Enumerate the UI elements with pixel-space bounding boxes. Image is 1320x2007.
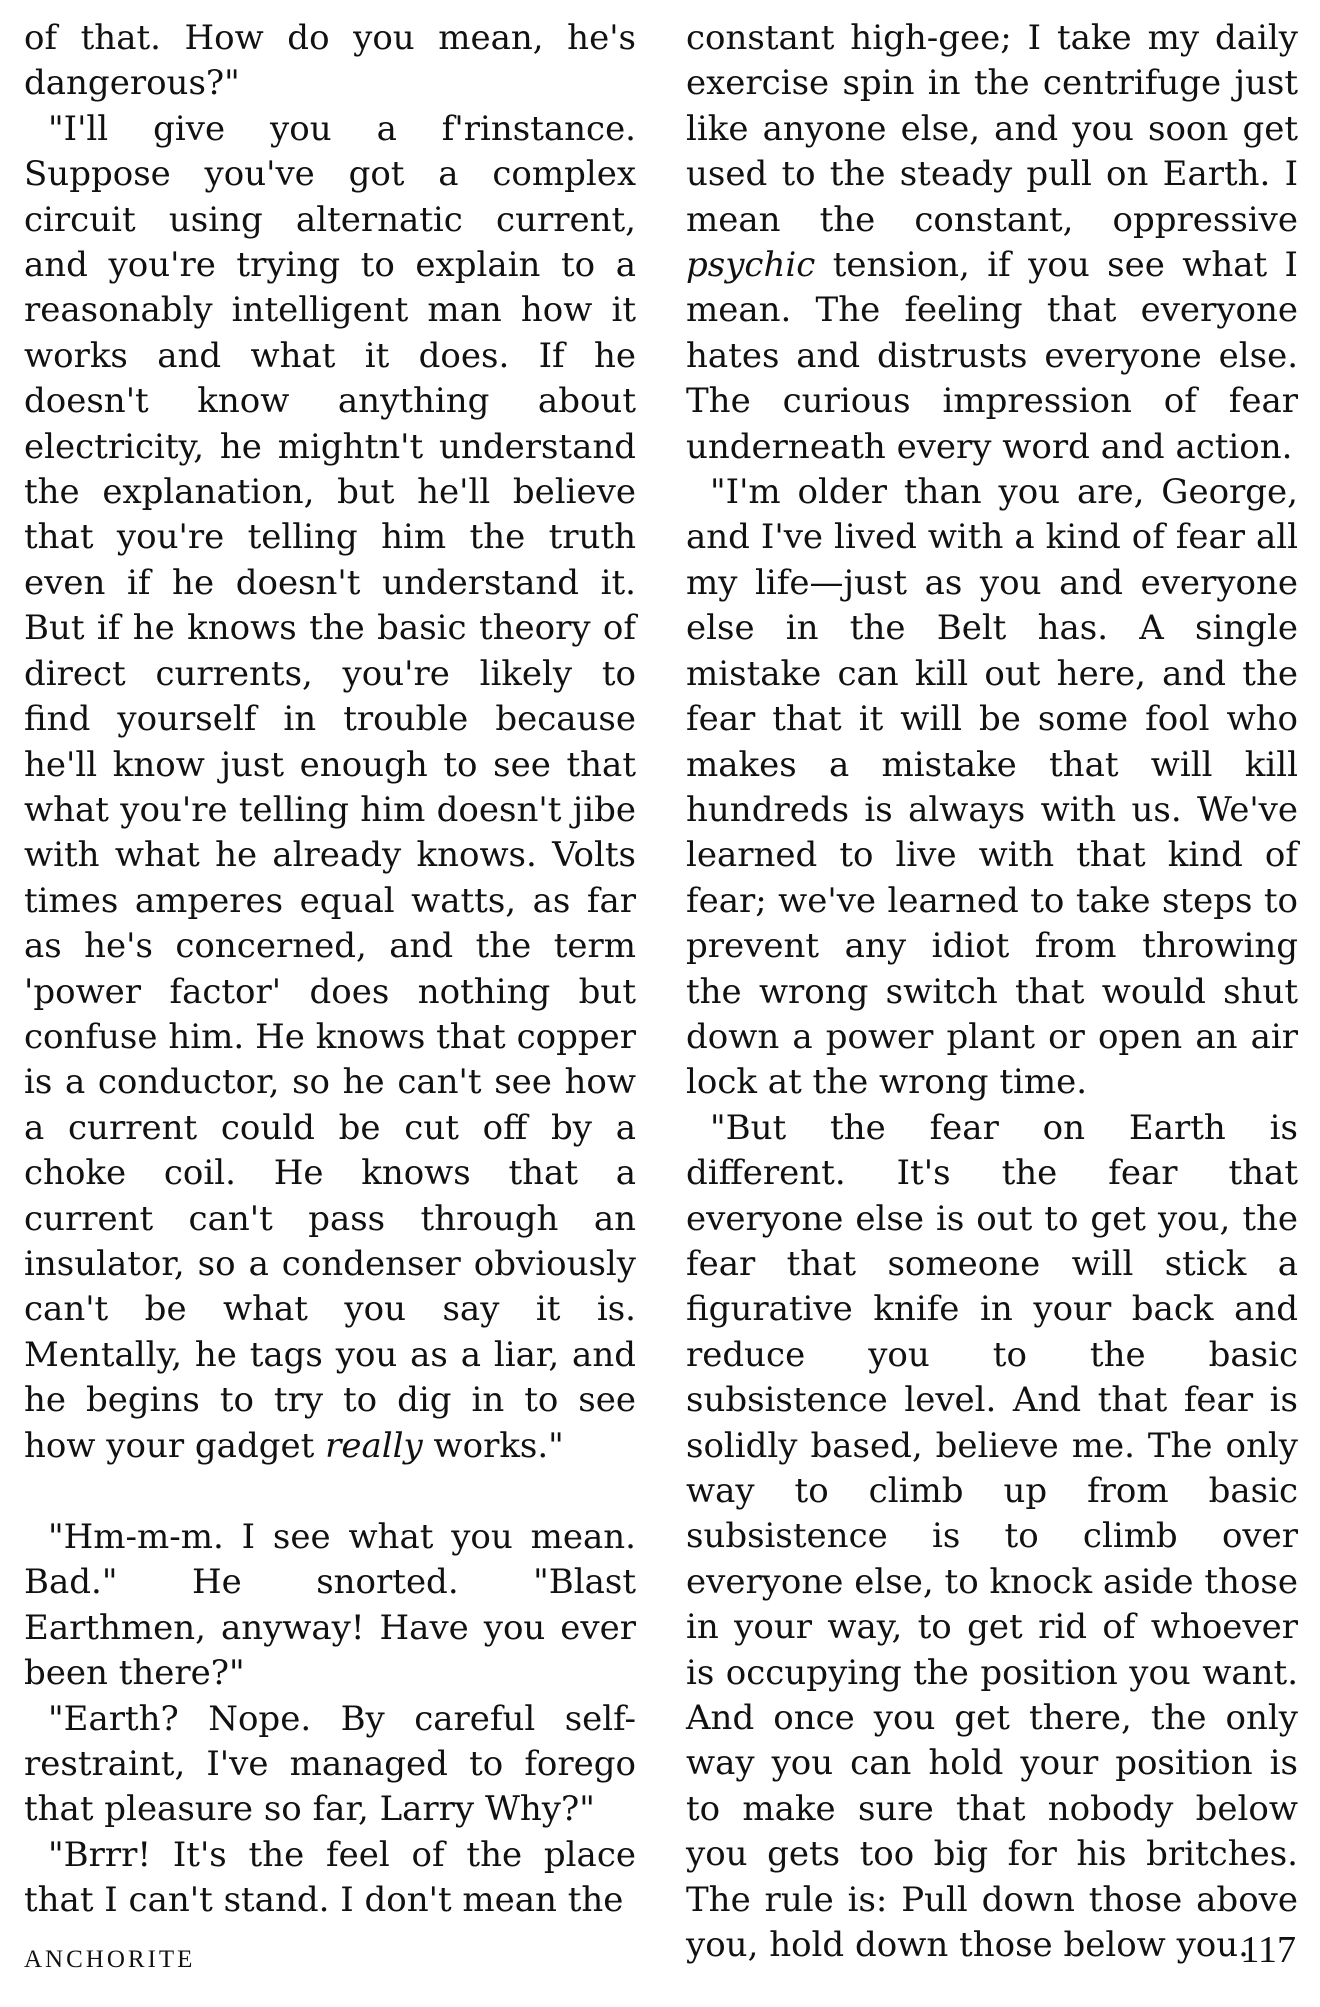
paragraph xyxy=(24,107,636,1469)
paragraph xyxy=(686,16,1298,470)
paragraph-text: constant high-gee; I take my daily exercise spin in the centrifuge just like anyone else, and you soon get used to the steady pull on Earth. I mean the constant, oppressive xyxy=(686,18,1298,240)
paragraph: "Earth? Nope. By careful self-restraint, I've managed to forego that pleasure so far, Larry Why?" xyxy=(24,1698,636,1830)
right-column xyxy=(686,16,1298,1968)
emphasis-text: psychic xyxy=(686,245,816,286)
paragraph: "Brrr! It's the feel of the place that I can't stand. I don't mean the xyxy=(24,1834,636,1921)
paragraph-text: works." xyxy=(422,1425,564,1466)
paragraph: of that. How do you mean, he's dangerous?" xyxy=(24,18,636,104)
paragraph-text: tension, if you see what I mean. The feeling that everyone hates and distrusts everyone else. The curious impression of fear underneath every word and action. xyxy=(686,245,1298,467)
running-footer-title: ANCHORITE xyxy=(24,1946,196,1973)
paragraph: "Hm-m-m. I see what you mean. Bad." He snorted. "Blast Earthmen, anyway! Have you ever been there?" xyxy=(24,1517,636,1694)
emphasis-text: really xyxy=(325,1425,423,1466)
page-number: 117 xyxy=(1240,1929,1296,1971)
left-column xyxy=(24,16,636,1924)
section-break xyxy=(24,1469,636,1515)
paragraph: "I'm older than you are, George, and I've lived with a kind of fear all my life—just as you and everyone else in the Belt has. A single mistake can kill out here, and the fear that it will be some fool who makes a mistake that will kill hundreds is always with us. We've learned to live with that kind of fear; we've learned to take steps to prevent any idiot from throwing the wrong switch that would shut down a power plant or open an air lock at the wrong time. xyxy=(686,472,1298,1103)
paragraph: "But the fear on Earth is different. It's the fear that everyone else is out to get you, the fear that someone will stick a figurative knife in your back and reduce you to the basic subsistence level. And that fear is solidly based, believe me. The only way to climb up from basic subsistence is to climb over everyone else, to knock aside those in your way, to get rid of whoever is occupying the position you want. And once you get there, the only way you can hold your position is to make sure that nobody below you gets too big for his britches. The rule is: Pull down those above you, hold down those below you. xyxy=(686,1107,1298,1966)
paragraph-text: "I'll give you a f'rinstance. Suppose you've got a complex circuit using alternatic current, and you're trying to explain to a reasonably intelligent man how it works and what it does. If he doesn't know anything about electricity, he mightn't understand the explanation, but he'll believe that you're telling him the truth even if he doesn't understand it. But if he knows the basic theory of direct currents, you're likely to find yourself in trouble because he'll know just enough to see that what you're telling him doesn't jibe with what he already knows. Volts times amperes equal watts, as far as he's concerned, and the term 'power factor' does nothing but confuse him. He knows that copper is a conductor, so he can't see how a current could be cut off by a choke coil. He knows that a current can't pass through an insulator, so a condenser obviously can't be what you say it is. Mentally, he tags you as a liar, and he begins to try to dig in to see how your gadget xyxy=(24,108,636,1466)
